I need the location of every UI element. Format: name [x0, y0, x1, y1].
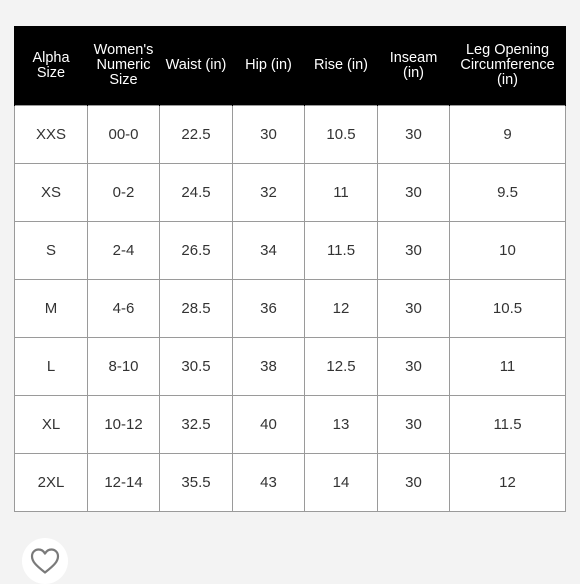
header-text: Numeric — [96, 57, 151, 73]
cell-inseam: 30 — [378, 454, 450, 512]
cell-numeric-size: 8-10 — [88, 338, 160, 396]
cell-leg-opening: 9 — [450, 106, 566, 164]
cell-leg-opening: 10.5 — [450, 280, 566, 338]
cell-waist: 30.5 — [160, 338, 233, 396]
cell-rise: 12.5 — [305, 338, 378, 396]
cell-alpha-size: S — [15, 222, 88, 280]
header-text: Hip (in) — [245, 57, 292, 73]
cell-alpha-size: M — [15, 280, 88, 338]
cell-inseam: 30 — [378, 396, 450, 454]
cell-waist: 26.5 — [160, 222, 233, 280]
cell-hip: 36 — [233, 280, 305, 338]
header-rise — [305, 26, 378, 106]
header-waist — [160, 26, 233, 106]
header-inseam — [378, 26, 450, 106]
size-table — [14, 26, 566, 512]
cell-alpha-size: L — [15, 338, 88, 396]
header-alpha-size — [15, 26, 88, 106]
cell-hip: 32 — [233, 164, 305, 222]
cell-alpha-size: XS — [15, 164, 88, 222]
cell-inseam: 30 — [378, 164, 450, 222]
cell-waist: 32.5 — [160, 396, 233, 454]
cell-alpha-size: 2XL — [15, 454, 88, 512]
table-header-row — [15, 26, 566, 106]
cell-hip: 40 — [233, 396, 305, 454]
cell-numeric-size: 4-6 — [88, 280, 160, 338]
cell-leg-opening: 11.5 — [450, 396, 566, 454]
cell-numeric-size: 0-2 — [88, 164, 160, 222]
cell-alpha-size: XXS — [15, 106, 88, 164]
cell-inseam: 30 — [378, 338, 450, 396]
cell-waist: 22.5 — [160, 106, 233, 164]
cell-rise: 12 — [305, 280, 378, 338]
like-button[interactable] — [22, 538, 68, 584]
cell-numeric-size: 10-12 — [88, 396, 160, 454]
cell-alpha-size: XL — [15, 396, 88, 454]
cell-inseam: 30 — [378, 106, 450, 164]
header-text: Rise (in) — [314, 57, 368, 73]
heart-outline-icon — [30, 547, 60, 575]
table-row — [15, 338, 566, 396]
cell-numeric-size: 2-4 — [88, 222, 160, 280]
header-text: (in) — [403, 64, 424, 81]
header-text: Size — [36, 64, 66, 81]
cell-numeric-size: 00-0 — [88, 106, 160, 164]
cell-inseam: 30 — [378, 222, 450, 280]
cell-leg-opening: 11 — [450, 338, 566, 396]
cell-rise: 11.5 — [305, 222, 378, 280]
cell-leg-opening: 10 — [450, 222, 566, 280]
cell-hip: 43 — [233, 454, 305, 512]
header-text: Waist (in) — [165, 57, 227, 73]
header-hip — [233, 26, 305, 106]
header-text: Leg Opening — [465, 42, 550, 58]
cell-rise: 11 — [305, 164, 378, 222]
cell-rise: 13 — [305, 396, 378, 454]
cell-hip: 38 — [233, 338, 305, 396]
cell-rise: 14 — [305, 454, 378, 512]
header-text: Circumference — [460, 57, 555, 73]
header-text: (in) — [497, 72, 518, 88]
header-text: Size — [109, 72, 138, 88]
cell-hip: 34 — [233, 222, 305, 280]
table-row — [15, 396, 566, 454]
cell-leg-opening: 9.5 — [450, 164, 566, 222]
header-womens-numeric-size — [88, 26, 160, 106]
cell-waist: 24.5 — [160, 164, 233, 222]
cell-waist: 35.5 — [160, 454, 233, 512]
cell-leg-opening: 12 — [450, 454, 566, 512]
cell-numeric-size: 12-14 — [88, 454, 160, 512]
header-text: Inseam — [389, 49, 438, 66]
table-row — [15, 106, 566, 164]
table-row — [15, 280, 566, 338]
cell-rise: 10.5 — [305, 106, 378, 164]
table-row — [15, 164, 566, 222]
cell-inseam: 30 — [378, 280, 450, 338]
header-text: Women's — [93, 42, 154, 58]
header-text: Alpha — [32, 49, 70, 66]
cell-hip: 30 — [233, 106, 305, 164]
size-chart — [14, 26, 565, 512]
table-row — [15, 454, 566, 512]
header-leg-opening-circumference — [450, 26, 566, 106]
cell-waist: 28.5 — [160, 280, 233, 338]
table-row — [15, 222, 566, 280]
